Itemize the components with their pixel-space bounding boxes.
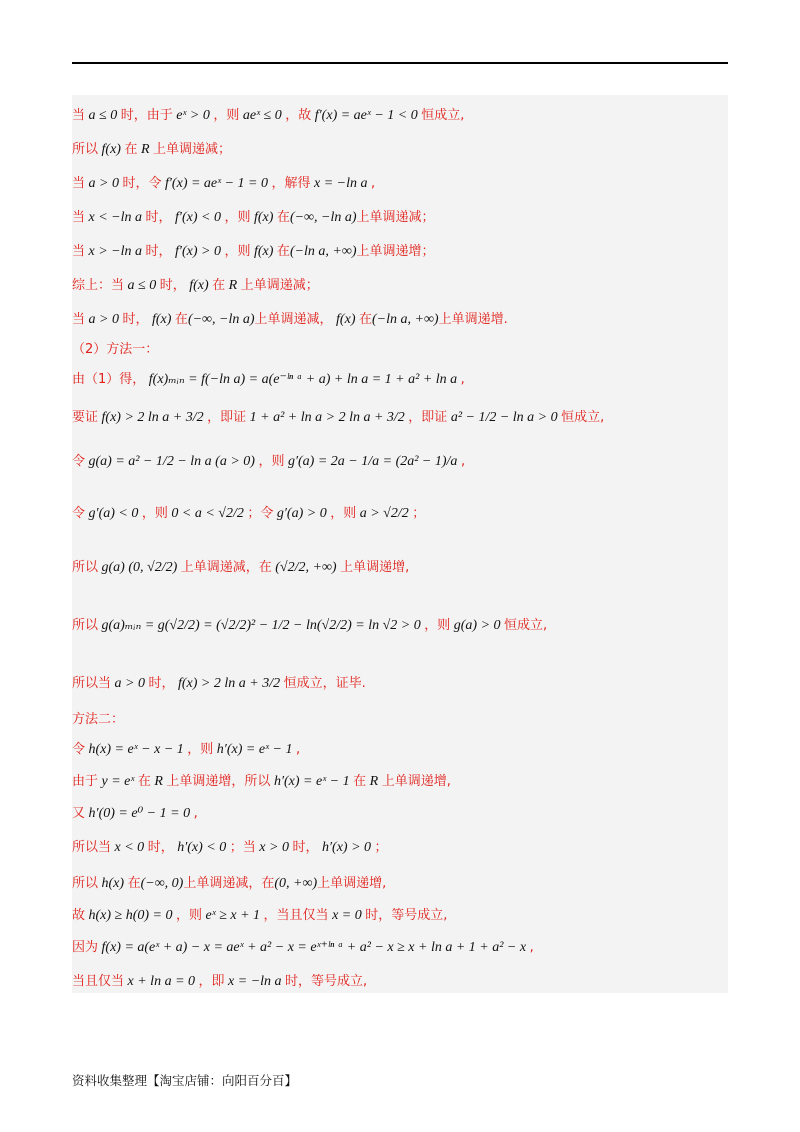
solution-line <box>72 339 158 360</box>
text-fragment: ，则 <box>213 108 240 123</box>
text-fragment: , <box>371 176 376 191</box>
text-fragment: ，则 <box>258 454 285 469</box>
text-fragment: 时， <box>159 278 186 293</box>
text-fragment: ，解得 <box>271 176 311 191</box>
math-expression: h′(x) = eˣ − 1 <box>213 742 296 757</box>
math-expression: (√2/2, +∞) <box>271 560 341 575</box>
text-fragment: ； <box>412 506 426 521</box>
text-fragment: 恒成立, <box>421 108 465 123</box>
text-fragment: 当 <box>72 312 86 327</box>
math-expression: 1 + a² + ln a > 2 ln a + 3/2 <box>246 410 409 425</box>
text-fragment: 在 <box>276 244 290 259</box>
text-fragment: ，则 <box>176 908 203 923</box>
math-expression: a > 0 <box>111 676 149 691</box>
solution-line <box>72 739 300 760</box>
solution-line <box>72 937 534 958</box>
solution-line <box>72 905 447 926</box>
text-fragment: 所以当 <box>72 676 112 691</box>
math-expression: h′(0) = e⁰ − 1 = 0 <box>85 806 194 821</box>
text-fragment: , <box>193 806 198 821</box>
math-expression: a ≤ 0 <box>85 108 121 123</box>
math-expression: f(x)ₘᵢₙ = f(−ln a) = a(e⁻ˡⁿ ᵃ + a) + ln a = 1 + a² + ln a <box>145 372 461 387</box>
text-fragment: , <box>295 742 301 757</box>
math-expression: (−ln a, +∞) <box>289 244 357 259</box>
solution-line <box>72 309 508 330</box>
footer-text: 资料收集整理【淘宝店铺：向阳百分百】 <box>72 1073 298 1088</box>
text-fragment: 在 <box>137 774 151 789</box>
math-expression: g(a) > 0 <box>450 618 505 633</box>
math-expression: x > 0 <box>255 840 293 855</box>
text-fragment: 当 <box>72 244 86 259</box>
math-expression: h(x) <box>98 876 128 891</box>
text-fragment: 上单调递增, <box>381 774 451 789</box>
solution-line <box>72 241 435 262</box>
math-expression: f(x) > 2 ln a + 3/2 <box>98 410 208 425</box>
math-expression: R <box>225 278 241 293</box>
text-fragment: 时， <box>147 840 174 855</box>
math-expression: f(x) <box>332 312 359 327</box>
text-fragment: 在 <box>276 210 290 225</box>
math-expression: h′(x) = eˣ − 1 <box>270 774 354 789</box>
math-expression: f(x) <box>250 210 277 225</box>
math-expression: a ≤ 0 <box>124 278 160 293</box>
text-fragment: 所以 <box>72 618 99 633</box>
text-fragment: 时，等号成立, <box>285 974 368 989</box>
solution-line <box>72 709 124 730</box>
text-fragment: ，则 <box>424 618 451 633</box>
math-expression: f(x) <box>250 244 277 259</box>
text-fragment: （2）方法一： <box>72 342 159 357</box>
header-rule <box>72 62 728 64</box>
math-expression: f(x) <box>98 142 125 157</box>
math-expression: 0 < a < √2/2 <box>167 506 248 521</box>
math-expression: x = −ln a <box>224 974 286 989</box>
math-expression: f′(x) > 0 <box>171 244 225 259</box>
text-fragment: 时， <box>145 244 172 259</box>
text-fragment: 时， <box>145 210 172 225</box>
solution-line <box>72 803 198 824</box>
solution-line <box>72 771 451 792</box>
solution-line <box>72 207 435 228</box>
text-fragment: 上单调递减，在 <box>183 876 275 891</box>
text-fragment: 上单调递减； <box>153 142 232 157</box>
text-fragment: 由（1）得， <box>72 372 146 387</box>
solution-line <box>72 673 366 694</box>
math-expression: x + ln a = 0 <box>124 974 199 989</box>
text-fragment: 上单调递减，在 <box>180 560 272 575</box>
solution-line <box>72 105 464 126</box>
text-fragment: 故 <box>72 908 86 923</box>
text-fragment: 因为 <box>72 940 99 955</box>
solution-line <box>72 971 367 992</box>
text-fragment: , <box>460 372 465 387</box>
solution-line <box>72 407 604 428</box>
math-expression: f(x) <box>148 312 175 327</box>
math-expression: (0, +∞) <box>274 876 318 891</box>
text-fragment: 当 <box>72 210 86 225</box>
solution-line <box>72 837 388 858</box>
text-fragment: ，则 <box>187 742 214 757</box>
text-fragment: 时， <box>292 840 319 855</box>
text-fragment: 时，令 <box>122 176 162 191</box>
text-fragment: 上单调递增，所以 <box>166 774 271 789</box>
math-expression: R <box>366 774 382 789</box>
math-expression: g(a)ₘᵢₙ = g(√2/2) = (√2/2)² − 1/2 − ln(√2/2) = ln √2 > 0 <box>98 618 425 633</box>
text-fragment: 在 <box>212 278 226 293</box>
solution-line <box>72 369 465 390</box>
math-expression: g′(a) > 0 <box>273 506 331 521</box>
text-fragment: 时，由于 <box>120 108 173 123</box>
math-expression: a² − 1/2 − ln a > 0 <box>447 410 562 425</box>
math-expression: a > √2/2 <box>356 506 413 521</box>
math-expression: R <box>150 774 167 789</box>
text-fragment: 上单调递减， <box>254 312 333 327</box>
math-expression: f(x) = a(eˣ + a) − x = aeˣ + a² − x = eˣ⁺ˡⁿ ᵃ + a² − x ≥ x + ln a + 1 + a² − x <box>98 940 530 955</box>
math-expression: eˣ > 0 <box>172 108 214 123</box>
math-expression: g′(a) = 2a − 1/a = (2a² − 1)/a <box>284 454 461 469</box>
text-fragment: 在 <box>174 312 188 327</box>
text-fragment: ，则 <box>224 244 251 259</box>
text-fragment: 上单调递增, <box>317 876 387 891</box>
math-expression: h′(x) > 0 <box>318 840 375 855</box>
math-expression: h(x) = eˣ − x − 1 <box>85 742 188 757</box>
text-fragment: 所以当 <box>72 840 112 855</box>
math-expression: f′(x) = aeˣ − 1 < 0 <box>311 108 422 123</box>
solution-line <box>72 275 319 296</box>
text-fragment: , <box>460 454 466 469</box>
math-expression: a > 0 <box>85 176 123 191</box>
text-fragment: 时， <box>148 676 175 691</box>
text-fragment: ，则 <box>141 506 168 521</box>
math-expression: x = −ln a <box>310 176 371 191</box>
solution-line <box>72 139 231 160</box>
text-fragment: 上单调递增； <box>356 244 435 259</box>
text-fragment: 上单调递增. <box>438 312 508 327</box>
math-expression: (−∞, 0) <box>140 876 184 891</box>
text-fragment: ，当且仅当 <box>263 908 329 923</box>
solution-line <box>72 451 465 472</box>
text-fragment: 综上：当 <box>72 278 125 293</box>
text-fragment: ； <box>374 840 388 855</box>
text-fragment: 上单调递减； <box>356 210 435 225</box>
text-fragment: 要证 <box>72 410 99 425</box>
solution-line <box>72 557 409 578</box>
solution-body <box>72 95 728 993</box>
text-fragment: 又 <box>72 806 86 821</box>
math-expression: g(a) = a² − 1/2 − ln a (a > 0) <box>85 454 259 469</box>
math-expression: R <box>137 142 154 157</box>
text-fragment: 当 <box>72 176 86 191</box>
text-fragment: 所以 <box>72 876 99 891</box>
math-expression: f′(x) < 0 <box>171 210 225 225</box>
text-fragment: ，即证 <box>408 410 448 425</box>
text-fragment: 时，等号成立, <box>365 908 448 923</box>
text-fragment: 当 <box>72 108 86 123</box>
text-fragment: ；当 <box>229 840 256 855</box>
math-expression: eˣ ≥ x + 1 <box>202 908 264 923</box>
text-fragment: ，则 <box>224 210 251 225</box>
text-fragment: 令 <box>72 742 86 757</box>
math-expression: f(x) > 2 ln a + 3/2 <box>174 676 284 691</box>
math-expression: (0, √2/2) <box>128 560 181 575</box>
text-fragment: ，即 <box>198 974 225 989</box>
text-fragment: ，即证 <box>207 410 247 425</box>
solution-line <box>72 615 547 636</box>
text-fragment: ，故 <box>285 108 312 123</box>
text-fragment: 在 <box>353 774 367 789</box>
math-expression: (−∞, −ln a) <box>289 210 357 225</box>
math-expression: x > −ln a <box>85 244 146 259</box>
solution-line <box>72 503 425 524</box>
text-fragment: 当且仅当 <box>72 974 125 989</box>
text-fragment: 所以 <box>72 142 99 157</box>
text-fragment: 令 <box>72 506 86 521</box>
text-fragment: , <box>529 940 534 955</box>
math-expression: x < −ln a <box>85 210 146 225</box>
text-fragment: 时， <box>122 312 149 327</box>
text-fragment: 在 <box>358 312 372 327</box>
text-fragment: 在 <box>124 142 138 157</box>
text-fragment: 方法二： <box>72 712 125 727</box>
math-expression: x < 0 <box>111 840 148 855</box>
math-expression: y = eˣ <box>98 774 138 789</box>
text-fragment: 所以 <box>72 560 99 575</box>
solution-line <box>72 873 386 894</box>
math-expression: f′(x) = aeˣ − 1 = 0 <box>161 176 272 191</box>
math-expression: g(a) <box>98 560 129 575</box>
math-expression: (−∞, −ln a) <box>187 312 255 327</box>
text-fragment: 在 <box>127 876 141 891</box>
math-expression: a > 0 <box>85 312 123 327</box>
text-fragment: 恒成立，证毕. <box>283 676 366 691</box>
text-fragment: 令 <box>72 454 86 469</box>
math-expression: aeˣ ≤ 0 <box>239 108 286 123</box>
math-expression: g′(a) < 0 <box>85 506 142 521</box>
solution-line <box>72 173 375 194</box>
text-fragment: 恒成立, <box>561 410 605 425</box>
math-expression: x = 0 <box>328 908 366 923</box>
math-expression: h(x) ≥ h(0) = 0 <box>85 908 177 923</box>
math-expression: (−ln a, +∞) <box>372 312 439 327</box>
text-fragment: 恒成立, <box>504 618 548 633</box>
text-fragment: 上单调递减； <box>240 278 319 293</box>
text-fragment: ；令 <box>247 506 274 521</box>
text-fragment: 上单调递增, <box>340 560 410 575</box>
math-expression: f(x) <box>185 278 213 293</box>
text-fragment: ，则 <box>330 506 357 521</box>
text-fragment: 由于 <box>72 774 99 789</box>
math-expression: h′(x) < 0 <box>173 840 230 855</box>
